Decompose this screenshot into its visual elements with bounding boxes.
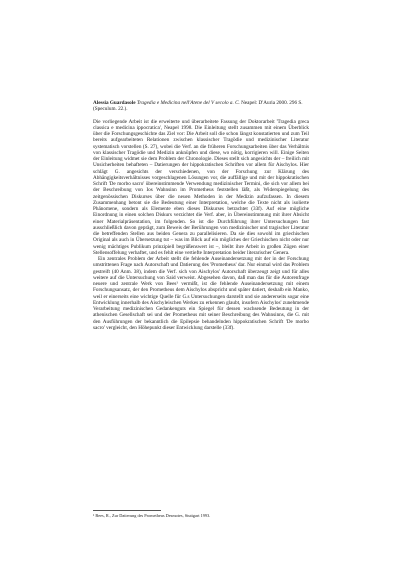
body-paragraph-2: Ein zentrales Problem der Arbeit stellt die fehlende Auseinandersetzung mit der in der Forschung umstrittenen Frage nach Autorschaft und Datierung des 'Prometheus' dar. Nur einmal wird das Problem gestreift (40 Anm. 38), indem die Verf. sich von Aischylos' Autorschaft überzeugt zeigt und für alles weitere auf die Untersuchung von Said verweist. Abgesehen davon, daß man das für die Autorenfrage neuere und zentrale Werk von Bees¹ vermißt, ist die fehlende Auseinandersetzung mit einem Forschungsansatz, der den Prometheus dem Aischylos abspricht und später datiert, deshalb ein Manko, weil er einerseits eine wichtige Quelle für G.s Untersuchungen darstellt und sie andererseits sogar eine Entwicklung innerhalb des Aischyleischen Werkes zu erkennen glaubt, insofern Aischylos' zunehmende Verarbeitung medizinischen Gedankenguts ein Spiegel für dessen wachsende Bedeutung in der athenischen Gesellschaft sei und der Prometheus mit seiner Beschreibung des Wahnsinns, die G. mit den Ausführungen der bekanntlich die Epilepsie behandelnden hippokratischen Schrift 'De morbo sacro' vergleicht, den Höhepunkt dieser Entwicklung darstelle (33f). — [93, 256, 309, 331]
review-heading — [93, 100, 309, 113]
review-book-title: Tragedia e Medicina nell'Atene del V secolo a. C. — [136, 100, 240, 106]
body-paragraph-1: Die vorliegende Arbeit ist die erweiterte und überarbeitete Fassung der Doktorarbeit 'Tragedia greca classica e medicina ippocratica', Neapel 1998. Die Einleitung stellt zusammen mit einem Überblick über die Forschungsgeschichte das Ziel vor: Die Arbeit soll die schon längst konstatierten und zum Teil bereits aufgearbeiteten Relationen zwischen klassischer Tragödie und medizinischer Literatur systematisch vorstellen (S. 27), wobei die Verf. an die früheren Forschungsarbeiten über das Verhältnis von klassischer Tragödie und Medizin anknüpfen und diese, wo nötig, korrigieren will. Einige Seiten der Einleitung widmet sie dem Problem der Chronologie. Dieses stellt sich angesichts der – freilich mit Unsicherheiten behafteten – Datierungen der hippokratischen Schriften vor allem für Aischylos. Hier schlägt G. angesichts der verschiedenen, von der Forschung zur Klärung des Abhängigkeitsverhältnisses vorgeschlagenen Lösungen vor, die auffällige und mit der hippokratischen Schrift 'De morbo sacro' übereinstimmende Verwendung medizinischer Termini, die sich vor allem bei der Beschreibung von Ios Wahnsinn im Prometheus feststellen läßt, als Widerspiegelung des zeitgenössischen Diskurses über die neuen Methoden in der Medizin aufzufassen. In diesem Zusammenhang betont sie die Bedeutung einer Interpretation, welche die Texte nicht als isolierte Phänomene, sondern als Elemente eben dieses Diskurses betrachtet (33f). Auf eine mögliche Einordnung in einen solchen Diskurs verzichtet die Verf. aber, in Übereinstimmung mit ihrer Absicht einer Materialpräsentation, im folgenden. So ist die Durchführung ihrer Untersuchungen fast ausschließlich davon geprägt, zum Beweis der Berührungen von medizinischer und tragischer Literatur die betreffenden Stellen aus beiden Genera zu parallelisieren. Da sie dies sowohl im griechischen Original als auch in Übersetzung tut – was im Blick auf ein mögliches der Griechischen nicht oder nur wenig mächtiges Publikum prinzipiell begrüßenswert ist –, bleibt ihre Arbeit in großen Zügen einer Stellensoffelung verhaftet, und es fehlt eine vertiefte Interpretation beider literarischer Genera. — [93, 118, 309, 256]
review-publication-info: Neapel: D'Auria 2000. 296 S. (Speculum. 22.). — [93, 100, 303, 113]
review-author: Alessia Guardasole — [93, 100, 136, 106]
footnote-divider — [93, 510, 161, 511]
review-text-block — [93, 100, 309, 331]
footnote: ¹ Bees, R., Zur Datierung des Prometheus Desmotes, Stuttgart 1993. — [93, 513, 211, 518]
